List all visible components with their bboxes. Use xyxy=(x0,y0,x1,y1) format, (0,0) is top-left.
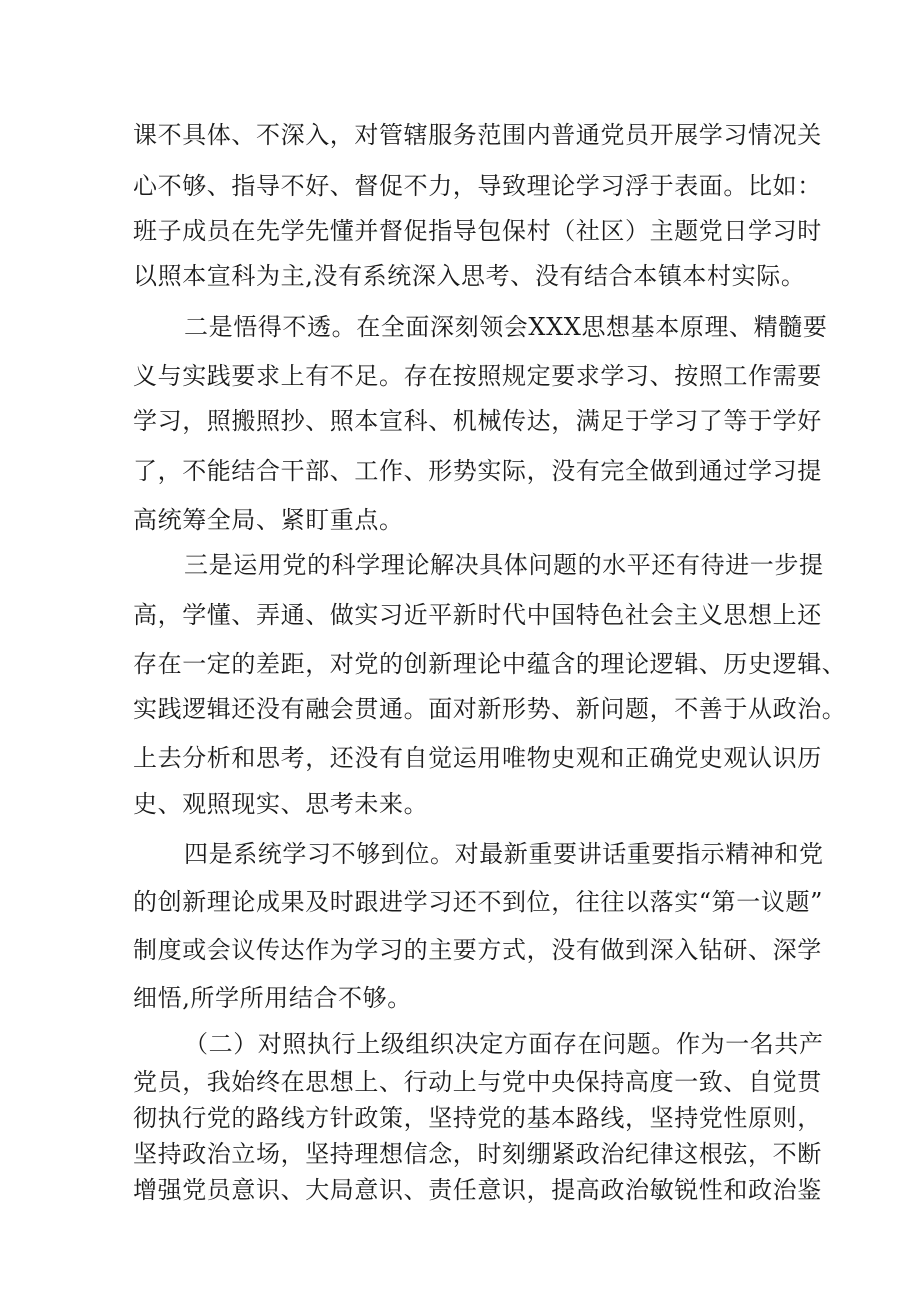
text-line: 以照本宣科为主,没有系统深入思考、没有结合本镇本村实际。 xyxy=(133,262,806,290)
section-heading-line: （二）对照执行上级组织决定方面存在问题。作为一名共产 xyxy=(184,1030,824,1058)
text-line: 课不具体、不深入，对管辖服务范围内普通党员开展学习情况关 xyxy=(133,121,822,149)
text-line: 二是悟得不透。在全面深刻领会XXX思想基本原理、精髓要 xyxy=(184,313,828,341)
text-line: 学习，照搬照抄、照本宣科、机械传达，满足于学习了等于学好 xyxy=(133,407,822,435)
text-line: 存在一定的差距，对党的创新理论中蕴含的理论逻辑、历史逻辑、 xyxy=(133,650,847,678)
text-line: 高，学懂、弄通、做实习近平新时代中国特色社会主义思想上还 xyxy=(133,601,822,629)
text-line: 了，不能结合干部、工作、形势实际，没有完全做到通过学习提 xyxy=(133,457,822,485)
text-line: 彻执行党的路线方针政策，坚持党的基本路线，坚持党性原则， xyxy=(133,1104,822,1132)
text-line: 增强党员意识、大局意识、责任意识，提高政治敏锐性和政治鉴 xyxy=(133,1176,822,1204)
text-line: 实践逻辑还没有融会贯通。面对新形势、新问题，不善于从政治。 xyxy=(133,695,847,723)
text-line: 四是系统学习不够到位。对最新重要讲话重要指示精神和党 xyxy=(184,840,824,868)
text-line: 坚持政治立场，坚持理想信念，时刻绷紧政治纪律这根弦，不断 xyxy=(133,1140,822,1168)
text-line: 史、观照现实、思考未来。 xyxy=(133,790,429,818)
text-line: 三是运用党的科学理论解决具体问题的水平还有待进一步提 xyxy=(184,551,824,579)
text-line: 的创新理论成果及时跟进学习还不到位，往往以落实“第一议题” xyxy=(133,888,823,916)
text-line: 细悟,所学所用结合不够。 xyxy=(133,984,412,1012)
text-line: 班子成员在先学先懂并督促指导包保村（社区）主题党日学习时 xyxy=(133,217,822,245)
text-line: 心不够、指导不好、督促不力，导致理论学习浮于表面。比如： xyxy=(133,172,822,200)
text-line: 义与实践要求上有不足。存在按照规定要求学习、按照工作需要 xyxy=(133,362,822,390)
text-line: 高统筹全局、紧盯重点。 xyxy=(133,506,404,534)
text-line: 制度或会议传达作为学习的主要方式，没有做到深入钻研、深学 xyxy=(133,936,822,964)
text-line: 上去分析和思考，还没有自觉运用唯物史观和正确党史观认识历 xyxy=(133,744,822,772)
text-line: 党员，我始终在思想上、行动上与党中央保持高度一致、自觉贯 xyxy=(133,1068,822,1096)
